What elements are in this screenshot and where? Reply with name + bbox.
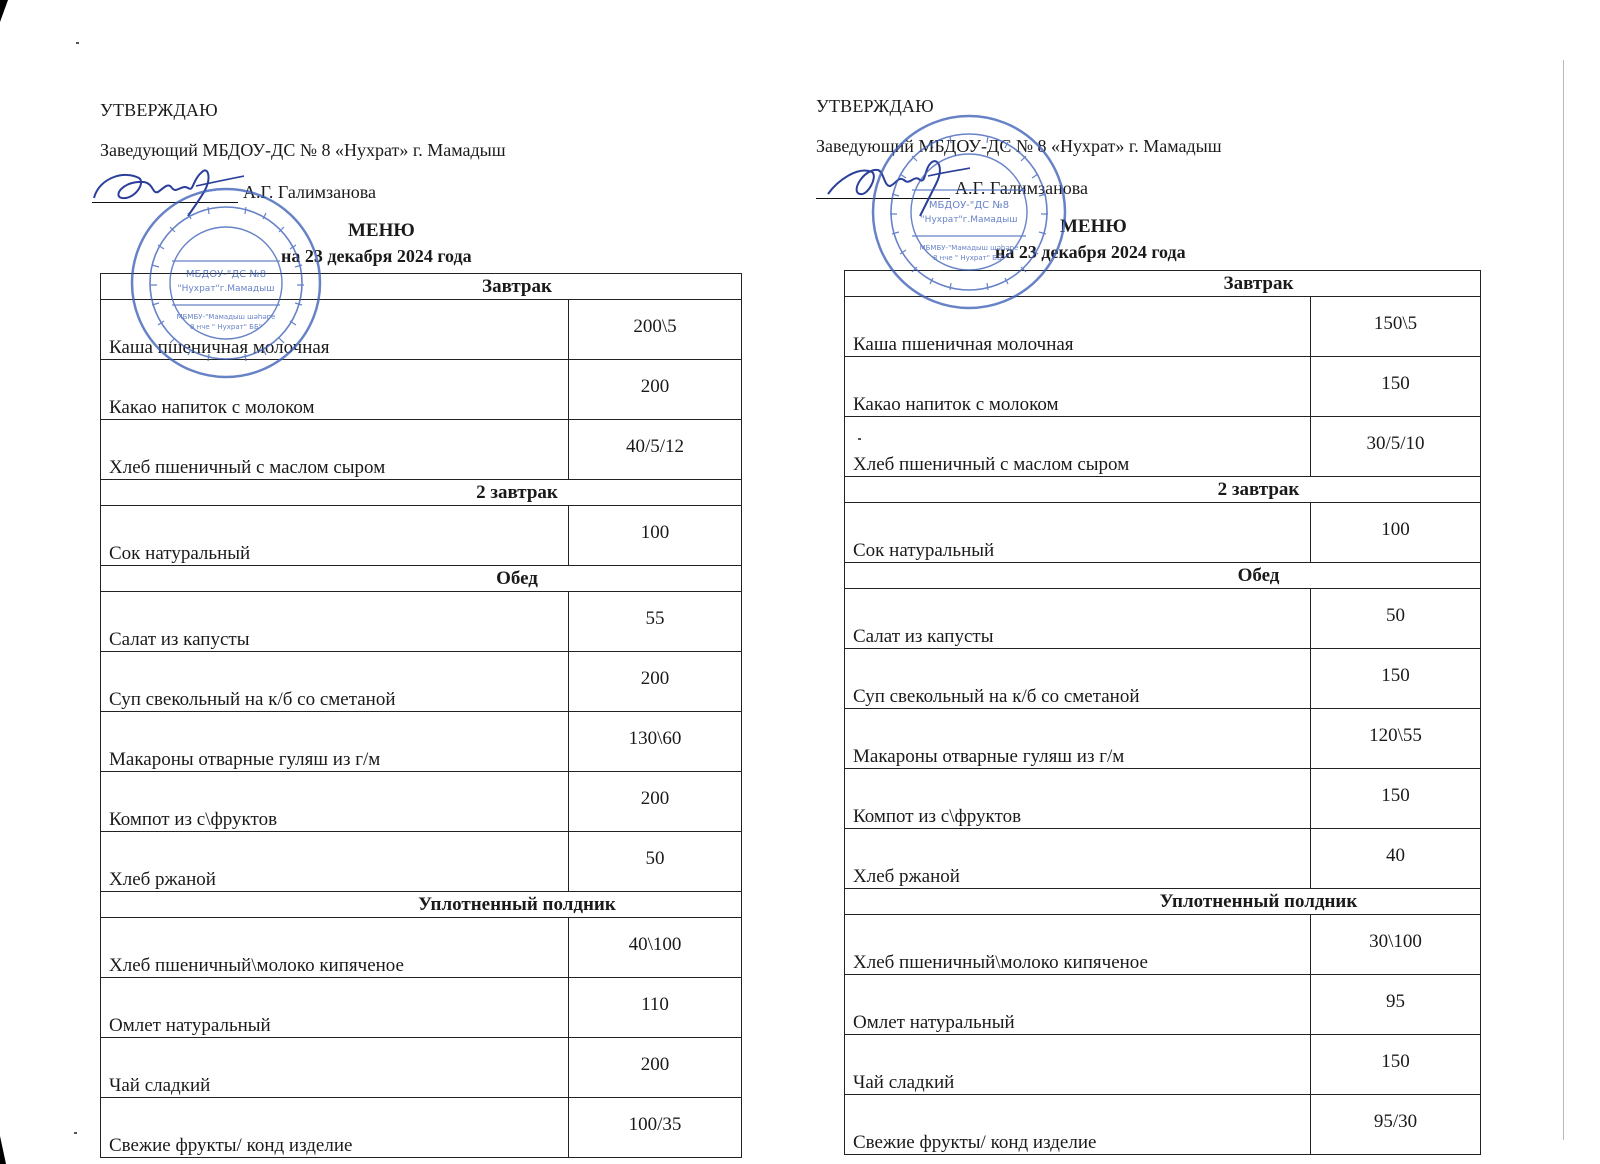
dish-portion: 200\5 [569,300,742,360]
dish-name: Каша пшеничная молочная [845,297,1311,357]
menu-date: на 23 декабря 2024 года [281,246,472,266]
dish-portion: 100 [1311,503,1481,563]
dish-name: Компот из с\фруктов [101,772,569,832]
dish-name: Чай сладкий [101,1038,569,1098]
dish-portion: 200 [569,652,742,712]
dish-name: Макароны отварные гуляш из г/м [845,709,1311,769]
section-title: Обед [101,566,742,592]
dish-portion: 100 [569,506,742,566]
table-row [845,649,1481,709]
stamp-inner-text: 8 нче " Нухрат" ББ" [190,323,262,331]
dish-name: Сок натуральный [845,503,1311,563]
dish-portion: 30\100 [1311,915,1481,975]
section-row [845,477,1481,503]
stamp-center-text: "Нухрат"г.Мамадыш [920,215,1018,225]
dish-portion: 95/30 [1311,1095,1481,1155]
dish-portion: 40 [1311,829,1481,889]
dish-portion: 30/5/10 [1311,417,1481,477]
stamp-center-text: МБДОУ-"ДС №8 [928,200,1010,211]
table-row [845,975,1481,1035]
dish-portion: 200 [569,360,742,420]
stamp-center-text: МБДОУ-"ДС №8 [185,269,267,280]
dish-name: Какао напиток с молоком [101,360,569,420]
section-title: Завтрак [101,274,742,300]
dish-name: Хлеб пшеничный с маслом сыром [101,420,569,480]
dish-name: Омлет натуральный [101,978,569,1038]
stamp-inner-text: МБМБУ-"Мамадыш шәһәре [176,313,276,321]
dish-portion: 95 [1311,975,1481,1035]
dish-name: Салат из капусты [101,592,569,652]
dish-name: Хлеб пшеничный\молоко кипяченое [101,918,569,978]
menu-table-right [844,270,1481,1155]
table-row [845,769,1481,829]
dish-portion: 50 [569,832,742,892]
head-name: А.Г. Галимзанова [243,182,376,202]
scan-edge-line [1563,60,1564,1140]
dish-portion: 55 [569,592,742,652]
dish-portion: 100/35 [569,1098,742,1158]
dish-name: Суп свекольный на к/б со сметаной [845,649,1311,709]
head-position: Заведующий МБДОУ-ДС № 8 «Нухрат» г. Мамадыш [100,140,506,160]
dish-name: Хлеб ржаной [845,829,1311,889]
dish-name: Свежие фрукты/ конд изделие [101,1098,569,1158]
dish-name: Салат из капусты [845,589,1311,649]
dish-name: Хлеб ржаной [101,832,569,892]
menu-title: МЕНЮ [348,220,415,241]
dish-portion: 50 [1311,589,1481,649]
dish-portion: 150\5 [1311,297,1481,357]
dish-name: Макароны отварные гуляш из г/м [101,712,569,772]
menu-title: МЕНЮ [1060,216,1127,237]
dish-name: Каша пшеничная молочная [101,300,569,360]
dish-portion: 120\55 [1311,709,1481,769]
section-title: Уплотненный полдник [101,892,742,918]
dish-portion: 150 [1311,1035,1481,1095]
section-title: 2 завтрак [845,477,1481,503]
head-position: Заведующий МБДОУ-ДС № 8 «Нухрат» г. Мамадыш [816,136,1222,156]
approve-label: УТВЕРЖДАЮ [100,100,218,120]
dish-name: Омлет натуральный [845,975,1311,1035]
dish-portion: 40/5/12 [569,420,742,480]
section-title: Уплотненный полдник [845,889,1481,915]
section-title: 2 завтрак [101,480,742,506]
dish-name: Хлеб пшеничный\молоко кипяченое [845,915,1311,975]
dish-name: Сок натуральный [101,506,569,566]
dish-portion: 150 [1311,357,1481,417]
table-row [845,709,1481,769]
table-row [845,1095,1481,1155]
table-row [845,503,1481,563]
dish-portion: 150 [1311,649,1481,709]
dish-name: Чай сладкий [845,1035,1311,1095]
dish-name: Какао напиток с молоком [845,357,1311,417]
dish-name: Суп свекольный на к/б со сметаной [101,652,569,712]
dish-portion: 110 [569,978,742,1038]
menu-date: на 23 декабря 2024 года [995,242,1186,262]
section-row [845,889,1481,915]
table-row [845,357,1481,417]
stamp-inner-text: 8 нче " Нухрат" ББ" [933,254,1005,262]
dish-portion: 200 [569,772,742,832]
stamp-inner-text: МБМБУ-"Мамадыш шәһәре [919,244,1019,252]
table-row [845,1035,1481,1095]
dish-portion: 130\60 [569,712,742,772]
table-row [845,829,1481,889]
dish-name: Хлеб пшеничный с маслом сыром [845,417,1311,477]
table-row [845,417,1481,477]
section-row [845,563,1481,589]
dish-name: Компот из с\фруктов [845,769,1311,829]
table-row [845,589,1481,649]
head-name: А.Г. Галимзанова [955,178,1088,198]
approve-label: УТВЕРЖДАЮ [816,96,934,116]
stamp-center-text: "Нухрат"г.Мамадыш [177,284,275,294]
dish-portion: 200 [569,1038,742,1098]
section-title: Завтрак [845,271,1481,297]
dish-name: Свежие фрукты/ конд изделие [845,1095,1311,1155]
table-row [845,915,1481,975]
dish-portion: 40\100 [569,918,742,978]
stamp-icon [864,112,1074,312]
section-title: Обед [845,563,1481,589]
dish-portion: 150 [1311,769,1481,829]
